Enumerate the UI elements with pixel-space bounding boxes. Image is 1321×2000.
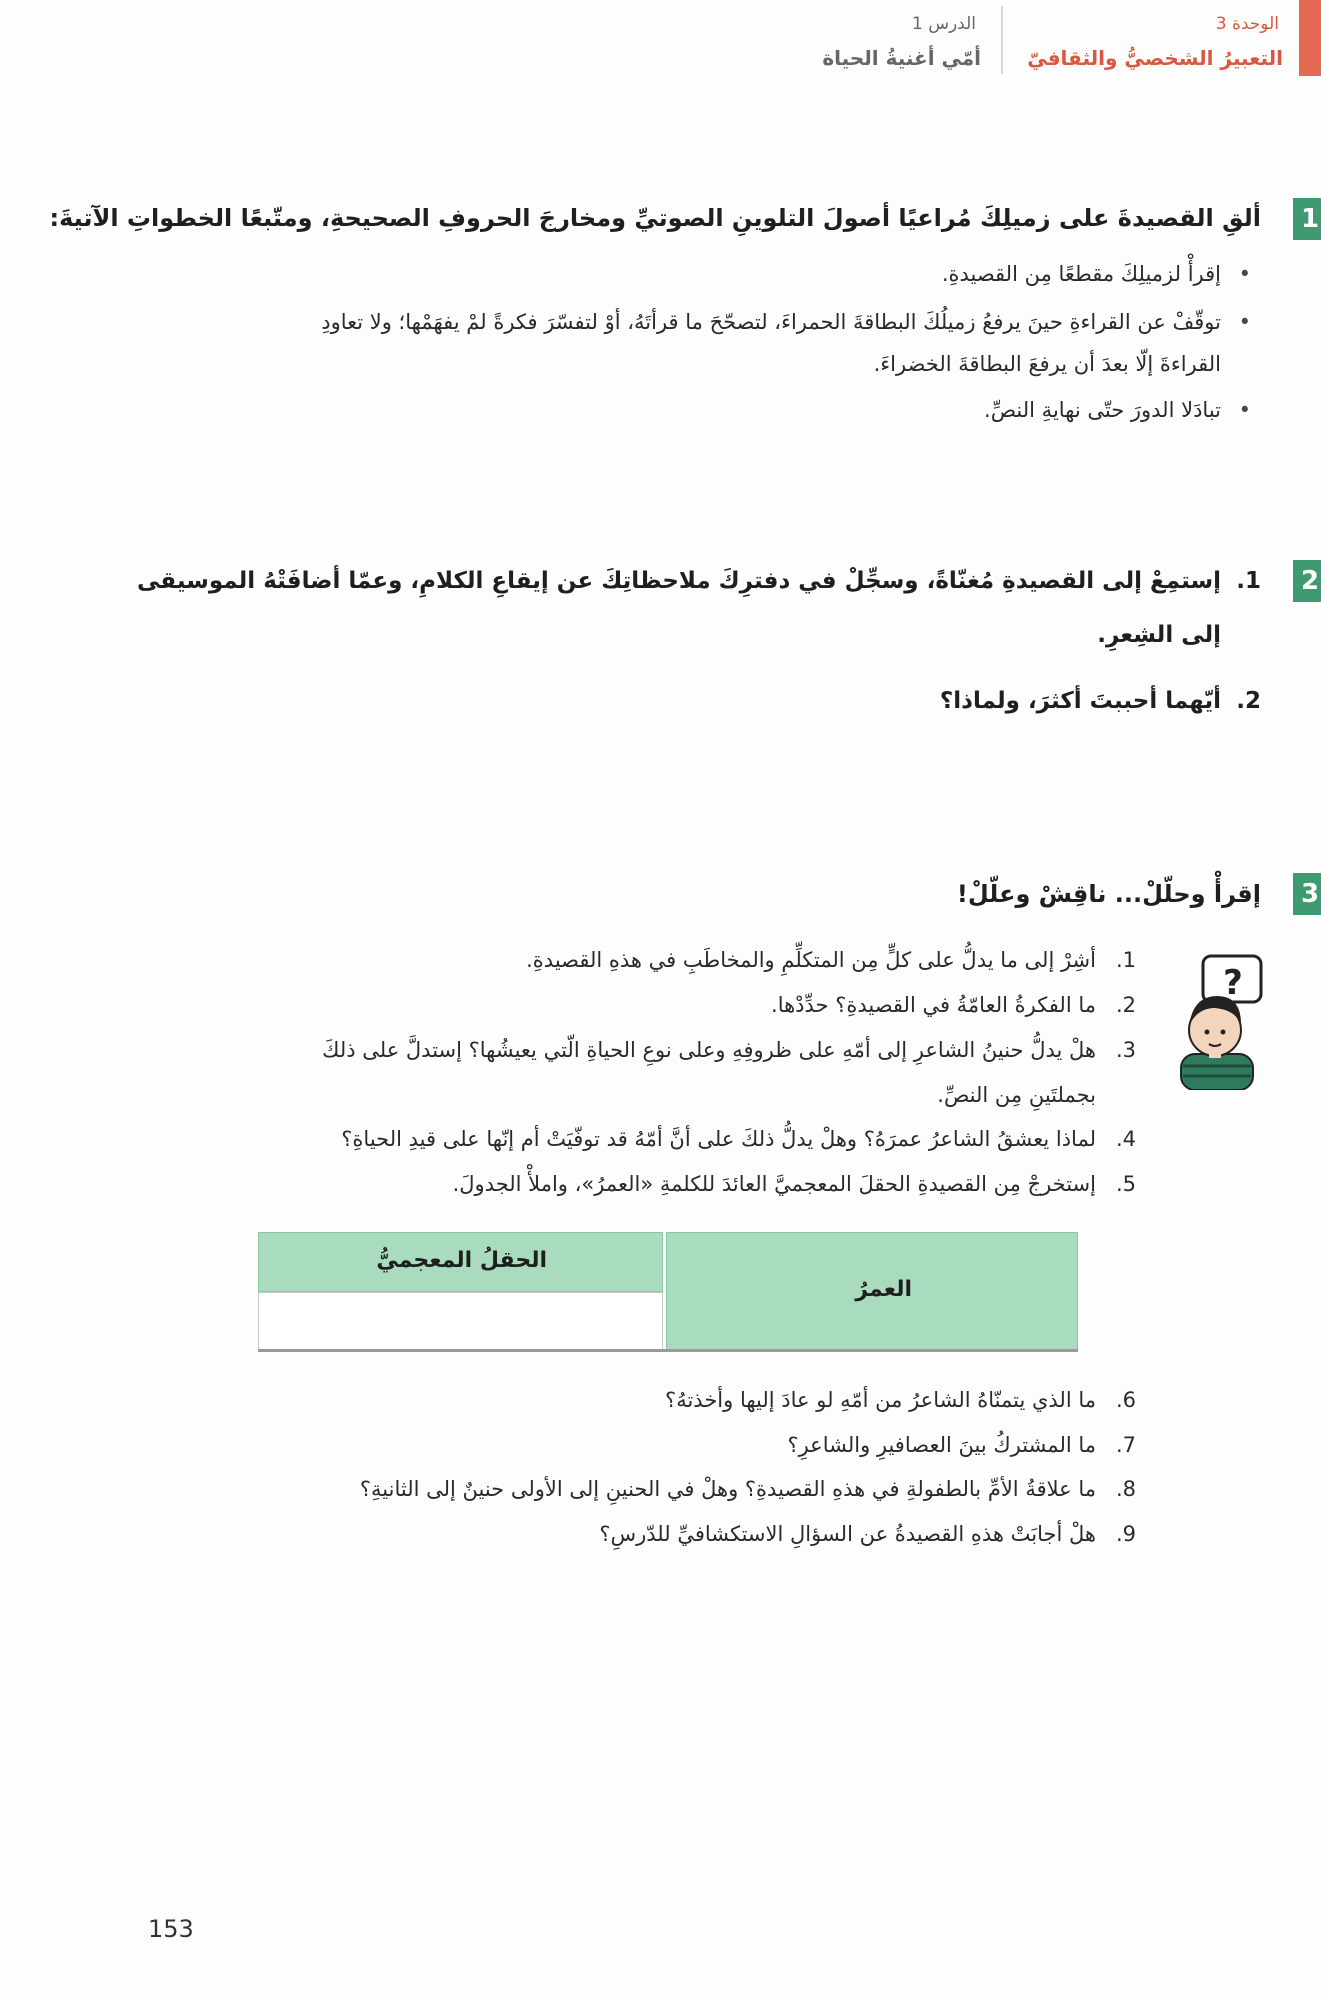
question-9-text: هلْ أجابَتْ هذهِ القصيدةُ عن السؤالِ الاستكشافيِّ للدّرسِ؟ bbox=[599, 1522, 1096, 1546]
question-6-number: 6. bbox=[1115, 1388, 1136, 1412]
header-divider bbox=[1001, 6, 1003, 74]
section2-item-2-text: أيّهما أحببتَ أكثرَ، ولماذا؟ bbox=[939, 688, 1221, 714]
question-9-number: 9. bbox=[1115, 1522, 1136, 1546]
thinking-boy-icon bbox=[1161, 950, 1266, 1090]
section1-bullet-1: • إقرأْ لزميلِكَ مقطعًا مِن القصيدةِ. bbox=[942, 262, 1221, 286]
section2-item-1-number: 1. bbox=[1236, 568, 1261, 594]
question-2-number: 2. bbox=[1115, 993, 1136, 1017]
table-word: العمرُ bbox=[855, 1277, 912, 1302]
question-5-number: 5. bbox=[1115, 1172, 1136, 1196]
svg-text:?: ? bbox=[1223, 963, 1243, 1003]
question-1 bbox=[526, 948, 1136, 972]
section2-item-1 bbox=[137, 568, 1261, 594]
question-1-number: 1. bbox=[1115, 948, 1136, 972]
section3-heading: إقرأْ وحلّلْ... ناقِشْ وعلّلْ! bbox=[956, 880, 1261, 908]
table-answer-cell[interactable] bbox=[258, 1292, 663, 1350]
question-7-text: ما المشتركُ بينَ العصافيرِ والشاعرِ؟ bbox=[787, 1433, 1096, 1457]
question-9 bbox=[599, 1522, 1136, 1546]
question-3-number: 3. bbox=[1115, 1038, 1136, 1062]
section2-item-1-cont: إلى الشِعرِ. bbox=[1097, 622, 1221, 648]
section-number-2: 2 bbox=[1293, 560, 1321, 602]
question-4-text: لماذا يعشقُ الشاعرُ عمرَهُ؟ وهلْ يدلُّ ذلكَ على أنَّ أمّهُ قد توفّيَتْ أم إنّها على قيدِ الحياةِ؟ bbox=[341, 1127, 1096, 1151]
unit-color-bar bbox=[1299, 0, 1321, 76]
question-7-number: 7. bbox=[1115, 1433, 1136, 1457]
question-6-text: ما الذي يتمنّاهُ الشاعرُ من أمّهِ لو عادَ إليها وأخذتهُ؟ bbox=[665, 1388, 1096, 1412]
lexical-field-table bbox=[258, 1232, 1078, 1350]
page-number: 153 bbox=[148, 1915, 194, 1943]
question-3 bbox=[322, 1038, 1136, 1062]
question-4-number: 4. bbox=[1115, 1127, 1136, 1151]
section2-item-1-text: إستمِعْ إلى القصيدةِ مُغنّاةً، وسجِّلْ في دفترِكَ ملاحظاتِكَ عن إيقاعِ الكلامِ، وعمّا أضافَتْهُ الموسيقى bbox=[137, 568, 1221, 594]
section1-bullet-2: • توقّفْ عن القراءةِ حينَ يرفعُ زميلُكَ البطاقةَ الحمراءَ، لتصحّحَ ما قرأتَهُ، أوْ لتفسّرَ فكرةً لمْ يفهَمْها؛ ولا تعاودِ bbox=[321, 310, 1221, 334]
table-cell-word bbox=[666, 1232, 1078, 1350]
question-2-text: ما الفكرةُ العامّةُ في القصيدةِ؟ حدِّدْها. bbox=[771, 993, 1096, 1017]
section1-bullet-2-cont: القراءةَ إلّا بعدَ أن يرفعَ البطاقةَ الخضراءَ. bbox=[873, 352, 1221, 376]
question-4 bbox=[341, 1127, 1136, 1151]
question-6 bbox=[665, 1388, 1136, 1412]
section1-heading: ألقِ القصيدةَ على زميلِكَ مُراعيًا أصولَ التلوينِ الصوتيِّ ومخارجَ الحروفِ الصحيحةِ، ومتّبعًا الخطواتِ الآتيةَ: bbox=[49, 204, 1261, 232]
question-8-number: 8. bbox=[1115, 1477, 1136, 1501]
page-header bbox=[721, 0, 1321, 80]
question-8 bbox=[359, 1477, 1136, 1501]
question-1-text: أشِرْ إلى ما يدلُّ على كلٍّ مِن المتكلِّمِ والمخاطَبِ في هذهِ القصيدةِ. bbox=[526, 948, 1096, 972]
table-bottom-rule bbox=[258, 1349, 1078, 1352]
question-5 bbox=[452, 1172, 1136, 1196]
question-3-cont: بجملتَينِ مِن النصِّ. bbox=[937, 1083, 1096, 1107]
table-field-label: الحقلُ المعجميُّ bbox=[376, 1248, 547, 1273]
question-5-text: إستخرجْ مِن القصيدةِ الحقلَ المعجميَّ العائدَ للكلمةِ «العمرُ»، واملأْ الجدولَ. bbox=[452, 1172, 1096, 1196]
section-number-3: 3 bbox=[1293, 873, 1321, 915]
unit-title: التعبيرُ الشخصيُّ والثقافيّ bbox=[1027, 46, 1283, 70]
unit-label: الوحدة 3 bbox=[1215, 14, 1279, 34]
section1-bullet-3: • تبادَلا الدورَ حتّى نهايةِ النصِّ. bbox=[984, 398, 1221, 422]
lesson-label: الدرس 1 bbox=[911, 14, 976, 34]
question-8-text: ما علاقةُ الأمِّ بالطفولةِ في هذهِ القصيدةِ؟ وهلْ في الحنينِ إلى الأولى حنينٌ إلى الثانيةِ؟ bbox=[359, 1477, 1096, 1501]
table-header-field bbox=[258, 1232, 663, 1292]
question-3-text: هلْ يدلُّ حنينُ الشاعرِ إلى أمّهِ على ظروفِهِ وعلى نوعِ الحياةِ الّتي يعيشُها؟ إستدلَّ على ذلكَ bbox=[322, 1038, 1096, 1062]
section2-item-2-number: 2. bbox=[1236, 688, 1261, 714]
section-number-1: 1 bbox=[1293, 198, 1321, 240]
question-7 bbox=[787, 1433, 1136, 1457]
lesson-title: أمّي أغنيةُ الحياة bbox=[822, 46, 981, 70]
section2-item-2 bbox=[939, 688, 1261, 714]
question-2 bbox=[771, 993, 1136, 1017]
